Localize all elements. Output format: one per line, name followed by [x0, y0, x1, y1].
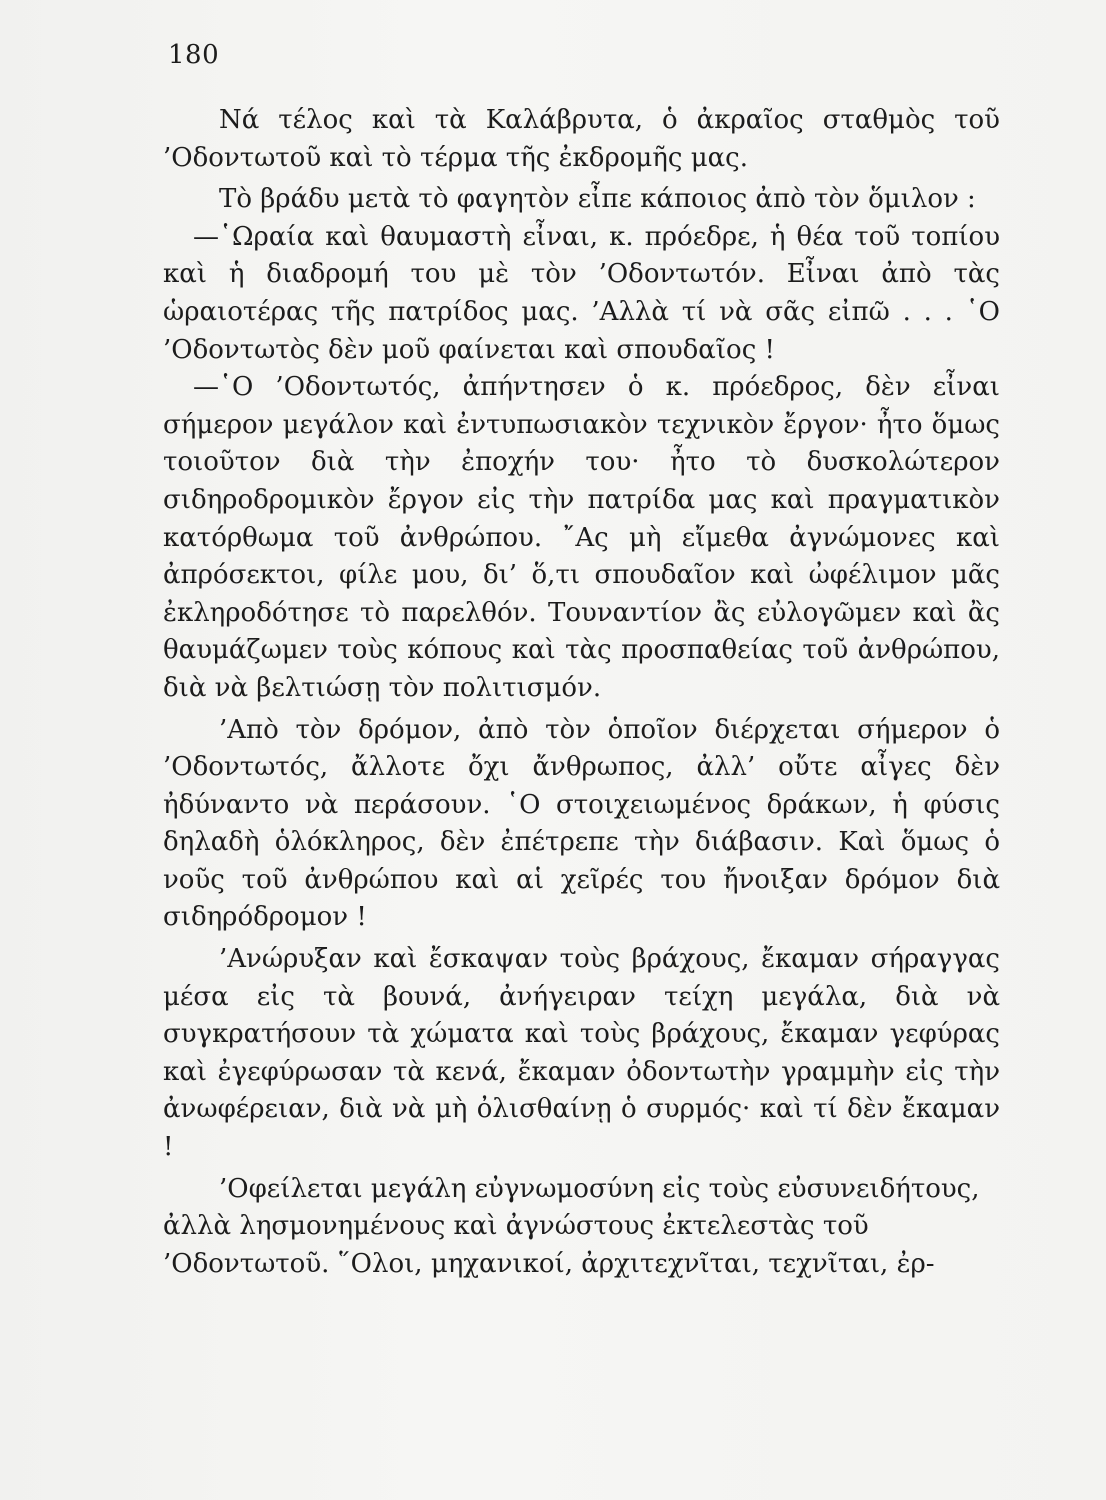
paragraph-dialogue-president: —῾Ο ’Οδοντωτός, ἀπήντησεν ὁ κ. πρόεδρος, δὲν εἶναι σήμερον μεγάλον καὶ ἐντυπωσιακὸν τεχνικὸν ἔργον· ἦτο ὅμως τοιοῦτον διὰ τὴν ἐποχήν του· ἦτο τὸ δυσκολώτερον σιδηροδρομικὸν ἔργον εἰς τὴν πατρίδα μας καὶ πραγματικὸν κατόρθωμα τοῦ ἀνθρώπου. ῎Ας μὴ εἴμεθα ἀγνώμονες καὶ ἀπρόσεκτοι, φίλε μου, δι’ ὅ,τι σπουδαῖον καὶ ὠφέλιμον μᾶς ἐκληροδότησε τὸ παρελθόν. Τουναντίον ἂς εὐλογῶμεν καὶ ἂς θαυμάζωμεν τοὺς κόπους καὶ τὰς προσπαθείας τοῦ ἀνθρώπου, διὰ νὰ βελτιώσῃ τὸν πολιτισμόν. [163, 372, 1000, 703]
page-number: 180 [168, 40, 220, 70]
paragraph-evening: Τὸ βράδυ μετὰ τὸ φαγητὸν εἶπε κάποιος ἀπὸ τὸν ὅμιλον : [219, 184, 976, 215]
body-text [163, 102, 1000, 1283]
paragraph-gratitude: ’Οφείλεται μεγάλη εὐγνωμοσύνη εἰς τοὺς εὐσυνειδήτους, ἀλλὰ λησμονημένους καὶ ἀγνώστους ἐκτελεστὰς τοῦ ’Οδοντωτοῦ. ῞Ολοι, μηχανικοί, ἀρχιτεχνῖται, τεχνῖται, ἐρ- [163, 1173, 980, 1279]
paragraph-dialogue-visitor: —῾Ωραία καὶ θαυμαστὴ εἶναι, κ. πρόεδρε, ἡ θέα τοῦ τοπίου καὶ ἡ διαδρομή του μὲ τὸν ’Οδοντωτόν. Εἶναι ἀπὸ τὰς ὡραιοτέρας τῆς πατρίδος μας. ’Αλλὰ τί νὰ σᾶς εἰπῶ . . . ῾Ο ’Οδοντωτὸς δὲν μοῦ φαίνεται καὶ σπουδαῖος ! [163, 221, 1000, 365]
paragraph-works: ’Ανώρυξαν καὶ ἔσκαψαν τοὺς βράχους, ἔκαμαν σήραγγας μέσα εἰς τὰ βουνά, ἀνήγειραν τείχη μεγάλα, διὰ νὰ συγκρατήσουν τὰ χώματα καὶ τοὺς βράχους, ἔκαμαν γεφύρας καὶ ἐγεφύρωσαν τὰ κενά, ἔκαμαν ὀδοντωτὴν γραμμὴν εἰς τὴν ἀνωφέρειαν, διὰ νὰ μὴ ὀλισθαίνῃ ὁ συρμός· καὶ τί δὲν ἔκαμαν ! [163, 944, 1000, 1163]
paragraph-road: ’Απὸ τὸν δρόμον, ἀπὸ τὸν ὁποῖον διέρχεται σήμερον ὁ ’Οδοντωτός, ἄλλοτε ὄχι ἄνθρωπος, ἀλλ’ οὔτε αἶγες δὲν ἠδύναντο νὰ περάσουν. ῾Ο στοιχειωμένος δράκων, ἡ φύσις δηλαδὴ ὁλόκληρος, δὲν ἐπέτρεπε τὴν διάβασιν. Καὶ ὅμως ὁ νοῦς τοῦ ἀνθρώπου καὶ αἱ χεῖρές του ἤνοιξαν δρόμον διὰ σιδηρόδρομον ! [163, 714, 1000, 933]
paragraph-arrival: Νά τέλος καὶ τὰ Καλάβρυτα, ὁ ἀκραῖος σταθμὸς τοῦ ’Οδοντωτοῦ καὶ τὸ τέρμα τῆς ἐκδρομῆς μας. [163, 105, 1000, 173]
